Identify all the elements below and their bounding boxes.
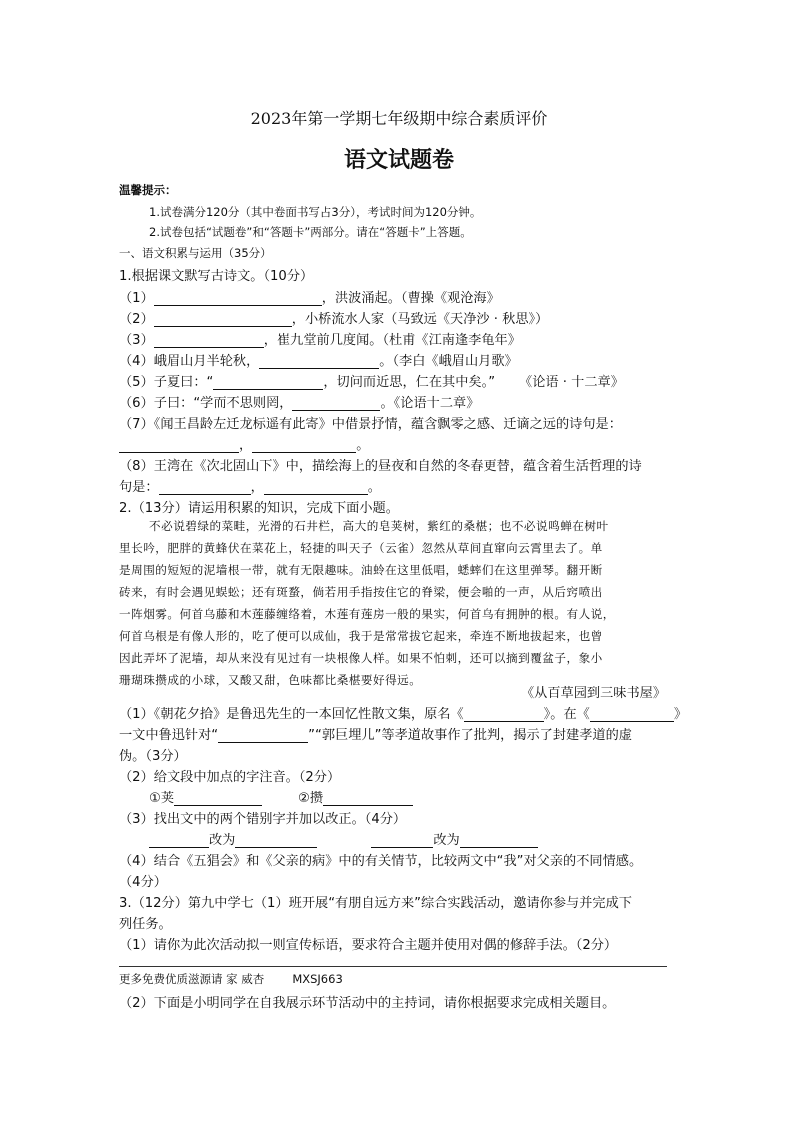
q1-line-7: （7）《闻王昌龄左迁龙标遥有此寄》中借景抒情，蕴含飘零之感、迁谪之远的诗句是： [119,417,622,432]
passage-line: 里长吟，肥胖的黄蜂伏在菜花上，轻捷的叫天子（云雀）忽然从草间直窜向云霄里去了。单 [119,541,603,555]
exam-subtitle: 语文试题卷 [343,147,454,173]
answer-blank [174,792,262,806]
q1-line-5 [119,371,624,390]
q1-5-text: ，切问而近思，仁在其中矣。” [323,375,496,390]
tips-item-2: 2.试卷包括“试题卷”和“答题卡”两部分。请在“答题卡”上答题。 [149,225,472,239]
q1-line-8: （8）王湾在《次北固山下》中，描绘海上的昼夜和自然的冬春更替，蕴含着生活哲理的诗 [119,459,642,474]
q3-1-stem: （1）请你为此次活动拟一则宣传标语，要求符合主题并使用对偶的修辞手法。（2分） [119,938,618,953]
answer-blank [154,334,264,348]
answer-blank [235,834,317,848]
q1-line-6 [119,392,479,411]
answer-blank [149,834,209,848]
passage-line: 一阵烟雾。何首乌藤和木莲藤缠络着，木莲有莲房一般的果实，何首乌有拥肿的根。有人说， [119,607,615,621]
q2-4-stem: （4）结合《五猖会》和《父亲的病》中的有关情节，比较两文中“我”对父亲的不同情感。 [119,854,643,869]
q2-2-stem: （2）给文段中加点的字注音。（2分） [119,770,341,785]
q1-line-8-answer [119,476,381,495]
q1-8-sep: ， [250,480,264,495]
passage-source: 《从百草园到三味书屋》 [521,686,667,701]
answer-blank [218,729,308,743]
exam-title: 2023年第一学期七年级期中综合素质评价 [250,109,548,128]
answer-blank [259,355,379,369]
q1-5-num: （5）子夏曰：“ [119,375,214,390]
q2-1-line-b [119,724,632,743]
q2-1-d: 一文中鲁迅针对“ [119,728,219,743]
q1-1-num: （1） [119,291,154,306]
q1-1-text: ，洪波涌起。（曹操《观沧海》 [321,291,500,306]
q2-3-stem: （3）找出文中的两个错别字并加以改正。（4分） [119,812,407,827]
passage-line: 不必说碧绿的菜畦，光滑的石井栏，高大的皂荚树，紫红的桑椹；也不必说鸣蝉在树叶 [149,519,609,533]
q1-6-num: （6）子曰：“学而不思则罔， [119,396,293,411]
q2-3-change-2: 改为 [433,833,460,848]
q1-line-3 [119,329,521,348]
q3-2-stem: （2）下面是小明同学在自我展示环节活动中的主持词，请你根据要求完成相关题目。 [119,996,616,1011]
q1-6-text: 。《论语十二章》 [380,396,480,411]
tips-item-1: 1.试卷满分120分（其中卷面书写占3分），考试时间为120分钟。 [149,205,482,219]
q1-8-text2: 句是： [119,480,159,495]
q1-2-num: （2） [119,312,154,327]
answer-blank [119,439,239,453]
q2-stem: 2.（13分）请运用积累的知识，完成下面小题。 [119,501,399,516]
q1-8-end: 。 [367,480,381,495]
answer-line [119,966,667,967]
answer-blank [159,481,251,495]
q2-3-change-1: 改为 [209,833,236,848]
answer-blank [292,397,380,411]
q1-4-text: 。（李白《峨眉山月歌》 [379,354,518,369]
footer-ad [119,971,343,987]
q1-line-4 [119,350,518,369]
answer-blank [264,481,368,495]
q2-2-item-2: ②攒 [298,791,324,806]
q2-2-answers [149,787,413,806]
footer-code: MXSJ663 [292,972,343,986]
q3-stem-2: 列任务。 [119,917,172,932]
answer-blank [323,792,413,806]
q1-5-source: 《论语 · 十二章》 [519,375,624,390]
passage-line: 是周围的短短的泥墙根一带，就有无限趣味。油蛉在这里低唱，蟋蟀们在这里弹琴。翻开断 [119,563,603,577]
q1-3-num: （3） [119,333,154,348]
q1-7-end: 。 [356,438,370,453]
answer-blank [464,708,544,722]
tips-heading: 温馨提示： [119,183,177,197]
q1-3-text: ，崔九堂前几度闻。（杜甫《江南逢李龟年》 [263,333,521,348]
passage-line: 砖来，有时会遇见蜈蚣；还有斑蝥，倘若用手指按住它的脊梁，便会啪的一声，从后窍喷出 [119,585,603,599]
q2-1-b: 》。在《 [543,707,590,722]
q3-stem: 3.（12分）第九中学七（1）班开展“有朋自远方来”综合实践活动，邀请你参与并完成下 [119,896,632,911]
passage-line: 珊瑚珠攒成的小球，又酸又甜，色味都比桑椹要好得远。 [119,673,422,687]
q1-line-2 [119,308,548,327]
q2-1-line-a [119,703,687,722]
footer-ad-text: 更多免费优质滋源请 家 威杏 [119,972,265,986]
q2-1-e: ”“郭巨埋儿”等孝道故事作了批判，揭示了封建孝道的虚 [308,728,632,743]
answer-blank [154,292,322,306]
q1-2-text: ，小桥流水人家（马致远《天净沙 · 秋思》） [291,312,549,327]
answer-blank [590,708,674,722]
answer-blank [154,313,292,327]
q2-1-line-c: 伪。（3分） [119,749,187,764]
q1-line-1 [119,287,500,306]
q1-line-7-answer [119,434,369,453]
answer-blank [460,834,538,848]
q1-4-num: （4）峨眉山月半轮秋， [119,354,260,369]
q1-7-sep: ， [239,438,253,453]
answer-blank [371,834,433,848]
q2-3-answers [149,829,538,848]
section-1-heading: 一、语文积累与运用（35分） [119,246,272,260]
passage-line: 因此弄坏了泥墙，却从来没有见过有一块根像人样。如果不怕刺，还可以摘到覆盆子，象小 [119,651,603,665]
q2-2-item-1: ①荚 [149,791,175,806]
q2-1-a: （1）《朝花夕拾》是鲁迅先生的一本回忆性散文集，原名《 [119,707,464,722]
passage-line: 何首乌根是有像人形的，吃了便可以成仙，我于是常常拔它起来，牵连不断地拔起来，也曾 [119,629,603,643]
answer-blank [213,376,323,390]
q2-4-score: （4分） [119,875,167,890]
q2-1-c: 》 [673,707,688,722]
q1-stem: 1.根据课文默写古诗文。（10分） [119,269,314,284]
answer-blank [252,439,356,453]
